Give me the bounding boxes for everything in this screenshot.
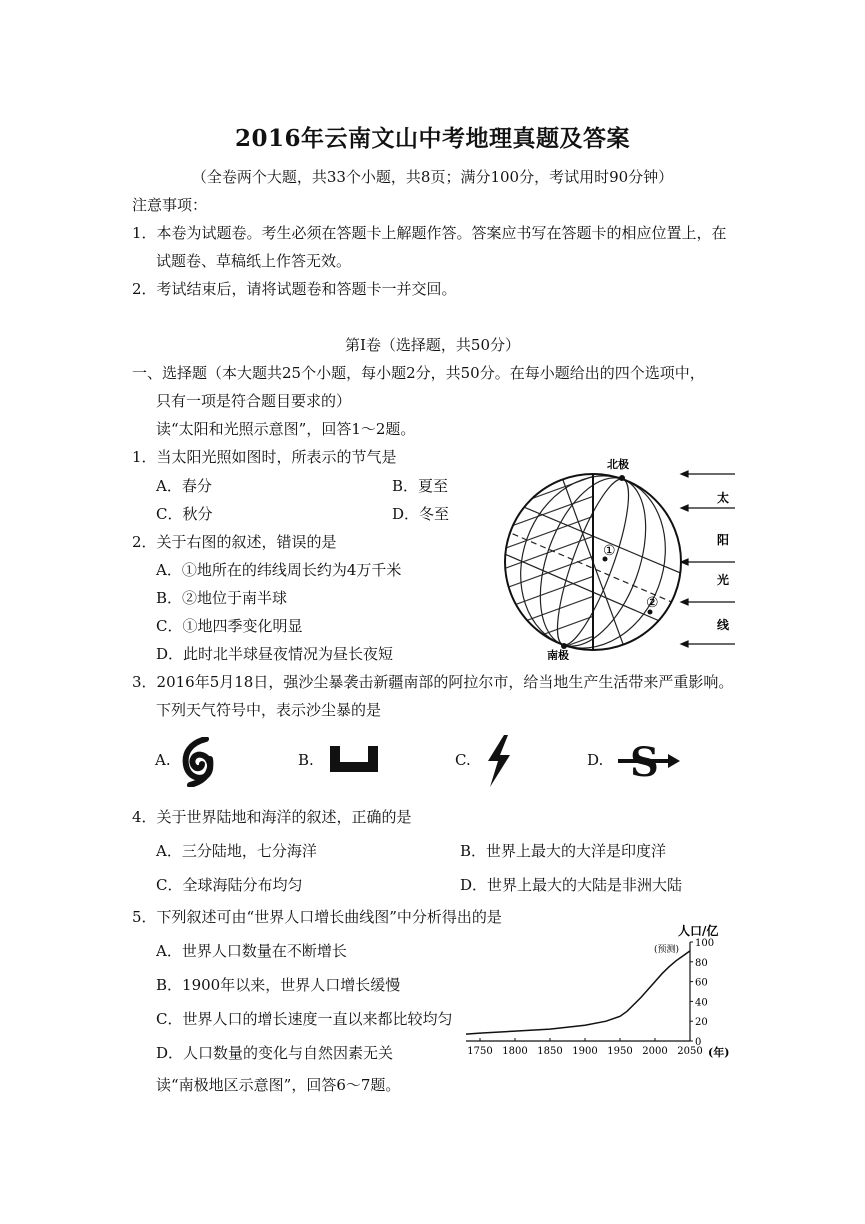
q5-option-b: B．1900年以来，世界人口增长缓慢	[156, 976, 401, 994]
q3-option-d-label: D.	[587, 751, 604, 769]
page-title: 2016年云南文山中考地理真题及答案	[234, 125, 630, 152]
night-hatching	[495, 452, 605, 660]
q2-option-d: D．此时北半球昼夜情况为昼长夜短	[156, 645, 394, 663]
sun-label-2: 阳	[717, 533, 730, 547]
q2-option-a: A．①地所在的纬线周长约为4万千米	[156, 561, 402, 579]
q4-stem: 4．关于世界陆地和海洋的叙述，正确的是	[132, 808, 412, 826]
x-tick-label: 2000	[642, 1046, 668, 1057]
north-pole-label: 北极	[607, 458, 629, 471]
y-tick-label: 60	[695, 977, 708, 989]
point-1-label: ①	[603, 543, 616, 559]
chart-xlabel: (年)	[708, 1046, 730, 1059]
graticule	[495, 455, 695, 660]
x-tick-label: 1950	[607, 1046, 633, 1057]
q4-option-c: C．全球海陆分布均匀	[156, 876, 303, 894]
y-tick-label: 20	[695, 1017, 708, 1029]
population-series-line	[466, 951, 690, 1034]
q2-option-b: B．②地位于南半球	[156, 589, 288, 607]
q5-option-c: C．世界人口的增长速度一直以来都比较均匀	[156, 1010, 453, 1028]
part-1-title: 第Ⅰ卷（选择题，共50分）	[344, 336, 520, 354]
x-tick-label: 1800	[502, 1046, 528, 1057]
chart-ylabel: 人口/亿	[678, 924, 719, 938]
q3-option-a-label: A.	[155, 751, 171, 769]
notice-heading: 注意事项：	[132, 196, 208, 214]
svg-text:S: S	[630, 740, 659, 782]
y-tick-label: 40	[695, 997, 708, 1009]
sun-illumination-figure	[495, 452, 745, 660]
notice-item-2: 2．考试结束后，请将试题卷和答题卡一并交回。	[132, 280, 457, 298]
q1-option-d: D．冬至	[392, 505, 450, 523]
point-2-label: ②	[646, 595, 659, 611]
q3-option-b-label: B.	[298, 751, 314, 769]
x-tick-label: 1850	[537, 1046, 563, 1057]
q4-option-b: B．世界上最大的大洋是印度洋	[460, 842, 667, 860]
read-instruction-2: 读“南极地区示意图”，回答6～7题。	[156, 1076, 401, 1094]
x-tick-label: 1750	[467, 1046, 493, 1057]
q5-option-d: D．人口数量的变化与自然因素无关	[156, 1044, 394, 1062]
y-tick-label: 80	[695, 957, 708, 969]
q2-option-c: C．①地四季变化明显	[156, 617, 303, 635]
south-pole-label: 南极	[547, 649, 569, 660]
q1-option-c: C．秋分	[156, 505, 213, 523]
q5-option-a: A．世界人口数量在不断增长	[156, 942, 347, 960]
notice-item-1: 1．本卷为试题卷。考生必须在答题卡上解题作答。答案应书写在答题卡的相应位置上，在	[132, 224, 727, 242]
q4-option-d: D．世界上最大的大陆是非洲大陆	[460, 876, 683, 894]
x-tick-label: 2050	[677, 1046, 703, 1057]
sun-label-4: 线	[717, 618, 730, 632]
sun-label-1: 太	[717, 491, 730, 505]
population-growth-chart	[458, 922, 748, 1064]
chart-forecast-label: (预测)	[654, 945, 680, 955]
sun-label-3: 光	[717, 573, 730, 587]
sandstorm-symbol-icon	[614, 740, 684, 782]
section-1-heading: 一、选择题（本大题共25个小题，每小题2分，共50分。在每小题给出的四个选项中，	[132, 364, 705, 382]
q3-stem: 3．2016年5月18日，强沙尘暴袭击新疆南部的阿拉尔市，给当地生产生活带来严重影响。	[132, 673, 734, 691]
x-tick-label: 1900	[572, 1046, 598, 1057]
q3-stem-cont: 下列天气符号中，表示沙尘暴的是	[156, 701, 382, 719]
y-tick-label: 100	[695, 938, 715, 949]
exam-info: （全卷两个大题，共33个小题，共8页；满分100分，考试用时90分钟）	[191, 168, 674, 186]
north-pole-point	[619, 475, 625, 481]
rain-gauge-symbol-icon	[326, 744, 382, 776]
q3-option-c-label: C.	[455, 751, 471, 769]
q1-option-a: A．春分	[156, 477, 212, 495]
section-1-heading-cont: 只有一项是符合题目要求的）	[156, 392, 352, 410]
typhoon-symbol-icon	[180, 737, 216, 787]
q2-stem: 2．关于右图的叙述，错误的是	[132, 533, 337, 551]
q5-stem: 5．下列叙述可由“世界人口增长曲线图”中分析得出的是	[132, 908, 502, 926]
read-instruction-1: 读“太阳和光照示意图”，回答1～2题。	[156, 420, 416, 438]
lightning-symbol-icon	[480, 733, 516, 789]
y-tick-label: 0	[695, 1037, 702, 1048]
notice-item-1-cont: 试题卷、草稿纸上作答无效。	[156, 252, 352, 270]
q1-option-b: B．夏至	[392, 477, 449, 495]
q1-stem: 1．当太阳光照如图时，所表示的节气是	[132, 448, 397, 466]
q4-option-a: A．三分陆地，七分海洋	[156, 842, 317, 860]
